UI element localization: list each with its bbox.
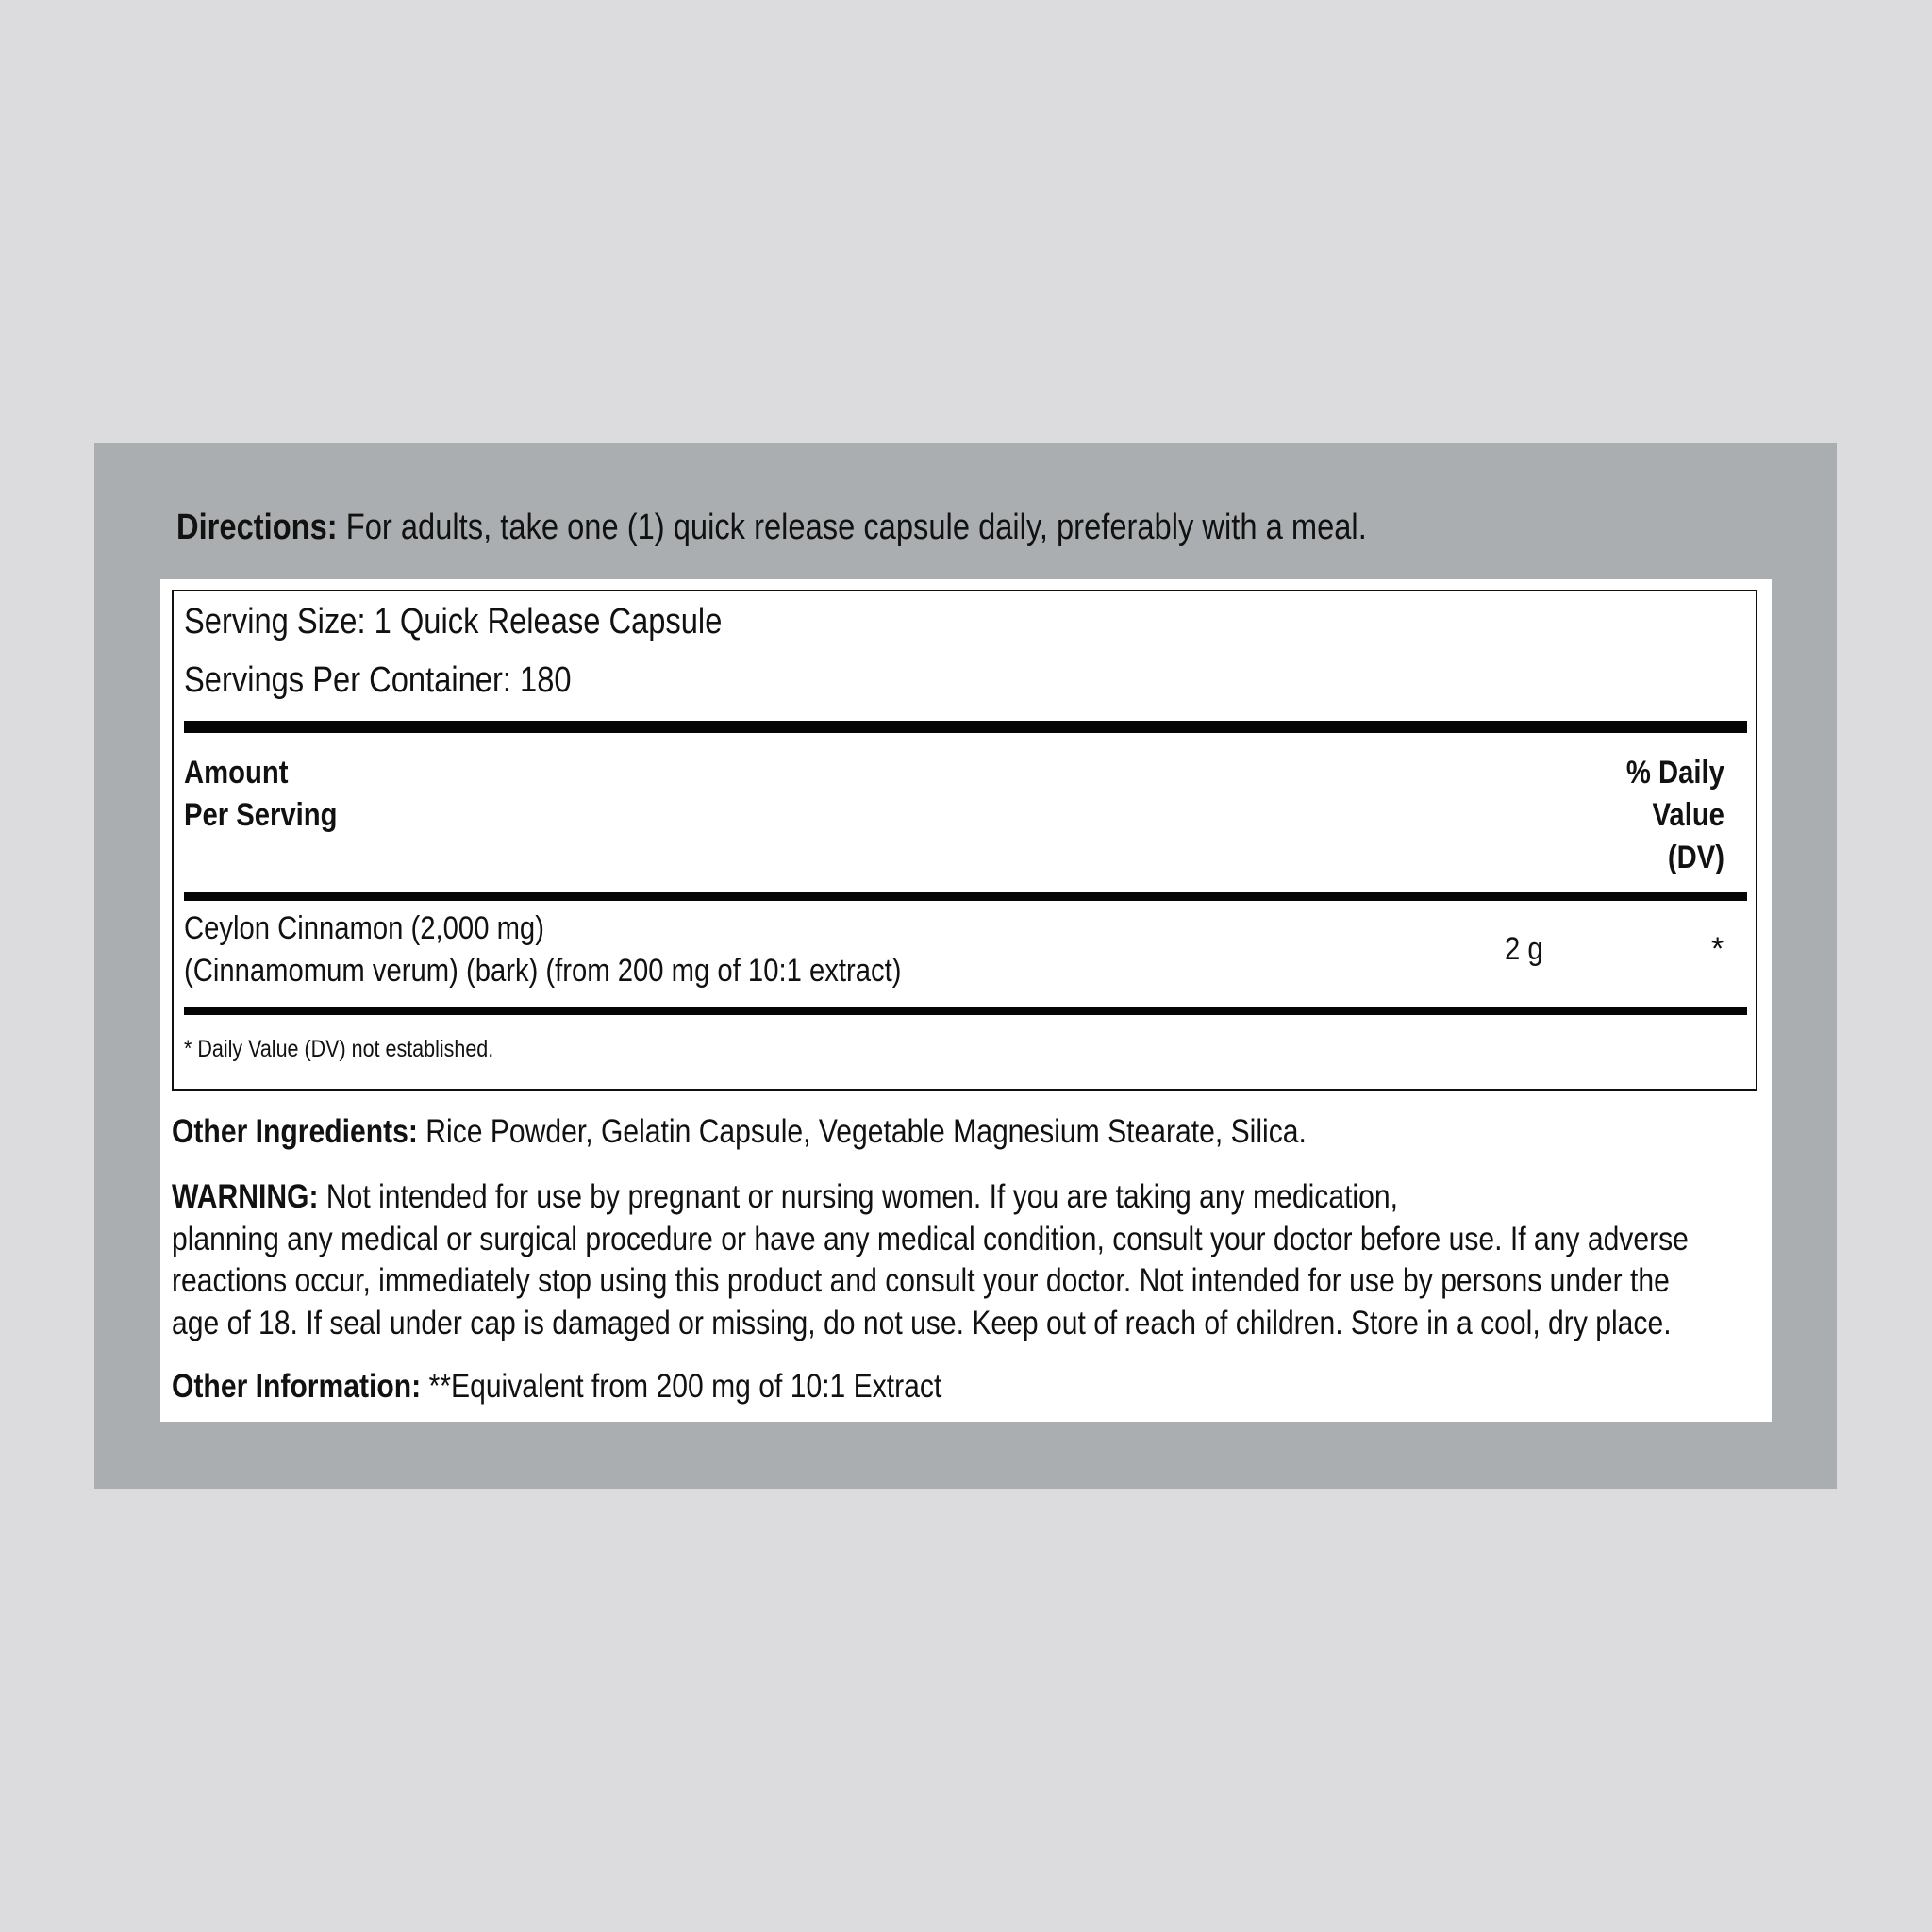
thick-divider <box>184 892 1747 901</box>
ingredient-amount: 2 g <box>1505 931 1543 967</box>
ingredient-name <box>184 908 901 992</box>
dv-header-line: Value <box>1652 797 1724 833</box>
other-ingredients <box>172 1111 1307 1153</box>
amount-per-serving-header <box>184 752 338 837</box>
warning-text <box>172 1176 1762 1344</box>
warning-label: WARNING: <box>172 1178 319 1215</box>
serving-size: Serving Size: 1 Quick Release Capsule <box>184 602 723 641</box>
warning-line: reactions occur, immediately stop using this product and consult your doctor. Not intended for use by persons under the <box>172 1262 1670 1299</box>
other-information-label: Other Information: <box>172 1368 422 1405</box>
daily-value-header <box>1626 752 1724 879</box>
directions-body: For adults, take one (1) quick release capsule daily, preferably with a meal. <box>337 508 1367 547</box>
daily-value-footnote: * Daily Value (DV) not established. <box>184 1036 494 1062</box>
other-ingredients-text: Rice Powder, Gelatin Capsule, Vegetable Magnesium Stearate, Silica. <box>417 1113 1307 1150</box>
thick-divider <box>184 721 1747 733</box>
warning-line <box>172 1176 1762 1219</box>
dv-header-line: % Daily <box>1625 755 1724 791</box>
servings-per-container: Servings Per Container: 180 <box>184 660 572 700</box>
dv-header-line: (DV) <box>1667 840 1724 875</box>
ingredient-name-line: Ceylon Cinnamon (2,000 mg) <box>184 910 544 946</box>
other-information-text: **Equivalent from 200 mg of 10:1 Extract <box>421 1368 942 1405</box>
ingredient-daily-value: * <box>1711 931 1724 967</box>
ingredient-name-line: (Cinnamomum verum) (bark) (from 200 mg of 10:1 extract) <box>184 953 902 989</box>
directions-label: Directions: <box>176 508 338 547</box>
warning-line: age of 18. If seal under cap is damaged or missing, do not use. Keep out of reach of children. Store in a cool, dry place. <box>172 1304 1672 1341</box>
thick-divider <box>184 1007 1747 1015</box>
amount-header-line: Amount <box>184 755 289 791</box>
warning-line-text: Not intended for use by pregnant or nursing women. If you are taking any medication, <box>318 1178 1398 1215</box>
amount-header-line: Per Serving <box>184 797 338 833</box>
directions-text <box>176 506 1367 549</box>
other-information <box>172 1366 941 1407</box>
warning-line: planning any medical or surgical procedure or have any medical condition, consult your doctor before use. If any adverse <box>172 1220 1689 1257</box>
other-ingredients-label: Other Ingredients: <box>172 1113 418 1150</box>
